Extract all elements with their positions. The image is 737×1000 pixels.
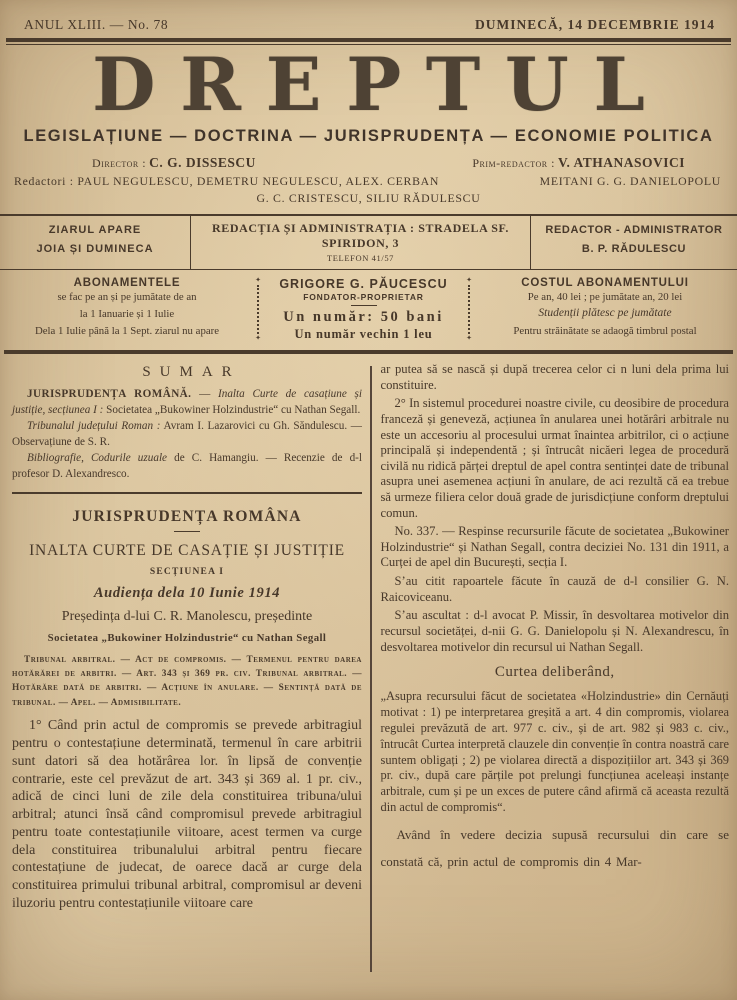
article-paragraph-quote: „Asupra recursului făcut de societatea «Holzindustrie» din Cernăuți motivat : 1) pe interpretarea greșită a art. 4 din compromis, violarea regulei prevăzută de art. 977 c. civ., și de art. 982 și 983 c. civ., întrucât Curtea interpretă clauzele din convenție în contra noastră care suntem obligați ; 2) pe violarea directă a dispozițiilor art. 343 și 369 pr. civ., după care părțile pot prelungi funcțiunea aceleași instanțe arbitrale, cum și pe un exces de putere când afirmă că aceasta rezultă din actul de compromis“. [380,689,729,815]
body-columns [0,354,737,982]
founder-price-block [268,277,459,342]
rubric-heading: JURISPRUDENȚA ROMÂNA [72,507,302,525]
article-paragraph: S’au citit rapoartele făcute în cauză de d-l consilier G. N. Raicoviceanu. [380,574,729,604]
subscription-terms-line-2: la 1 Ianuarie și 1 Iulie [79,307,175,320]
summary-item [12,451,362,483]
redactor-administrator [530,216,737,269]
summary-item [12,419,362,451]
subscription-cost-line-1: Pe an, 40 lei ; pe jumătate an, 20 lei [527,291,683,304]
summary-item-rest: Avram I. Lazarovici cu Gh. Săndulescu. — Observațiune de S. R. [12,419,362,448]
summary-item-rest: de C. Hamangiu. — Recenzie de d-l profesor D. Alexandresco. [12,451,362,480]
article-paragraph: 2° In sistemul procedurei noastre civile, cu deosibire de procedura franceză și geneveză, acțiunea în anularea unei hotărâri arbitrale nu este un accesoriu al procesului urmat înaintea arbitrilor, ci o acțiune principală și independentă ; și întrucât nicăeri legea de procedură civilă nu ridică părței dreptul de apel contra sentinței date de tribunal asupra unei asemenea acțiuni în anulare, de aci rezultă că ea trebue să urmeze filiera celor două grade de jurisdicțiune conform dreptului comun. [380,396,729,520]
address-line: REDACȚIA ȘI ADMINISTRAȚIA : STRADELA SF. SPIRIDON, 3 [212,221,509,251]
top-dateline [0,0,737,38]
masthead-title: DREPTUL [92,41,670,128]
old-issue-price: Un număr vechin 1 leu [294,327,433,342]
subscription-cost [479,277,731,342]
subscription-cost-title: COSTUL ABONAMENTULUI [521,277,689,290]
info-bar [0,214,737,270]
summary-item-rest: Societatea „Bukowiner Holzindustrie“ cu Nathan Segall. [103,404,361,417]
subscription-terms-line-3: Dela 1 Iulie până la 1 Sept. ziarul nu apare [34,324,220,337]
article-paragraph: No. 337. — Respinse recursurile făcute de societatea „Bukowiner Holzindustrie“ și Nathan Segall, contra deciziei No. 131 din 1911, a Curței de apel din București, secția I. [380,524,729,570]
schedule-line-2: JOIA ȘI DUMINECA [36,242,154,255]
column-divider-rule [370,366,372,972]
issue-number: ANUL XLIII. — No. 78 [24,17,169,32]
subscription-terms-line-1: se fac pe an și pe jumătate de an [57,291,197,304]
summary-item-case: Inalta Curte de casațiune și justiție, secțiunea I : [12,388,363,417]
ornamental-divider-icon [250,277,266,342]
schedule-line-1: ZIARUL APARE [48,224,142,237]
redactori-right: MEITANI G. G. DANIELOPOLU [539,174,721,189]
divider-top-finial-icon: ✦ [466,276,472,285]
summary-box [12,364,362,482]
summary-item-case: Bibliografie, Codurile uzuale [27,451,168,464]
masthead-subtitle: LEGISLAȚIUNE — DOCTRINA — JURISPRUDENȚA — ECONOMIE POLITICA [23,127,714,146]
single-issue-price: Un număr: 50 bani [283,309,444,326]
director-label: Director : [92,156,147,171]
founder-name: GRIGORE G. PĂUCESCU [279,277,448,292]
prim-redactor-name: V. ATHANASOVICI [557,155,685,171]
audience-date: Audiența dela 10 Iunie 1914 [93,584,281,601]
telephone-line: TELEFON 41/57 [326,253,395,264]
presiding-judge: Președința d-lui C. R. Manolescu, președinte [61,608,313,624]
court-deliberation-heading: Curtea deliberând, [494,664,615,681]
prim-redactor-label: Prim-redactor : [472,156,555,171]
article-paragraph: S’au ascultat : d-l avocat P. Missir, în desvoltarea motivelor din recursul societăței, d-nii G. G. Danielopolu și N. Alexandrescu, în desvoltarea motivelor din recursul ui Nathan Segall. [380,608,729,654]
staff-line-redactori [0,171,737,189]
prim-redactor [472,155,685,171]
director-name: C. G. DISSESCU [149,155,256,171]
admin-name: B. P. RĂDULESCU [581,242,687,255]
article-paragraph: ar putea să se nască și după trecerea celor ci n luni dela prima lui constituire. [380,362,729,392]
divider-bottom-finial-icon: ✦ [255,334,261,343]
ornamental-divider-icon [461,277,477,342]
case-parties: Societatea „Bukowiner Holzindustrie“ cu Nathan Segall [47,631,327,644]
case-keywords: Tribunal arbitral. — Act de compromis. — Termenul pentru darea hotărărei de arbitri. — Art. 343 și 369 pr. civ. Tribunal arbitral. — Hotărăre dată de arbitri. — Acțiune în anulare. — Sentință dată de tribunal. — Apel. — Admisibilitate. [12,654,362,708]
staff-line-director [0,146,737,171]
court-section: SECȚIUNEA I [149,566,225,577]
founder-role: FONDATOR-PROPRIETAR [303,292,424,303]
dash: — [191,388,219,401]
subscription-terms [6,277,248,342]
divider-top-finial-icon: ✦ [255,276,261,285]
court-heading: INALTA CURTE DE CASAȚIE ȘI JUSTIȚIE [29,541,345,559]
publication-schedule [0,216,191,269]
divider-dotted-bar [257,285,259,334]
summary-item [12,387,362,419]
summary-title: SUMAR [142,364,241,381]
subscription-cost-line-2: Studenții plătesc pe jumătate [538,307,672,320]
admin-title: REDACTOR - ADMINISTRATOR [545,224,723,237]
subscription-cost-line-3: Pentru străinătate se adaogă timbrul postal [513,324,697,337]
summary-item-rubric: JURISPRUDENȚA ROMÂNĂ. [27,388,192,401]
heading-rule [174,531,200,532]
staff-line-redactori-2: G. C. CRISTESCU, SILIU RĂDULESCU [256,191,481,206]
director [92,155,256,171]
divider-bottom-finial-icon: ✦ [466,334,472,343]
article-paragraph: Având în vedere decizia supusă recursului din care se constată că, prin actul de compromis din 4 Mar- [380,827,729,869]
publication-date: DUMINECĂ, 14 DECEMBRIE 1914 [474,17,715,32]
article-paragraph: 1° Când prin actul de compromis se prevede arbitragiul pentru o contestațiune determinată, termenul în care arbitrii sunt datori să dea hotărârea lor. în lipsă de convenție contrarie, este cel prevăzut de art. 343 și 369 al. 1 pr. civ., adică de cinci luni de zile dela constituirea tribuna/ului arbitral; atunci însă când compromisul prevede arbitragiul pentru toate contestațiunile viitoare, acest termen va curge dela constituirea tribunalului arbitral pentru fiecare contestațiune de judecat, de oarece dacă ar curge dela constituirea primului tribunal arbitral, compromisul ar deveni iluzoriu pentru contestațiunile viitoare care [12,718,362,911]
redaction-address [191,216,530,269]
small-rule [351,305,377,306]
right-column [381,362,730,982]
divider-dotted-bar [468,285,470,334]
subscription-terms-title: ABONAMENTELE [73,277,181,290]
summary-bottom-rule [12,492,362,494]
redactori-left: Redactori : PAUL NEGULESCU, DEMETRU NEGULESCU, ALEX. CERBAN [14,174,440,189]
subscription-bar [0,270,737,348]
left-column [12,362,362,982]
summary-item-case: Tribunalul județului Roman : [27,419,161,432]
